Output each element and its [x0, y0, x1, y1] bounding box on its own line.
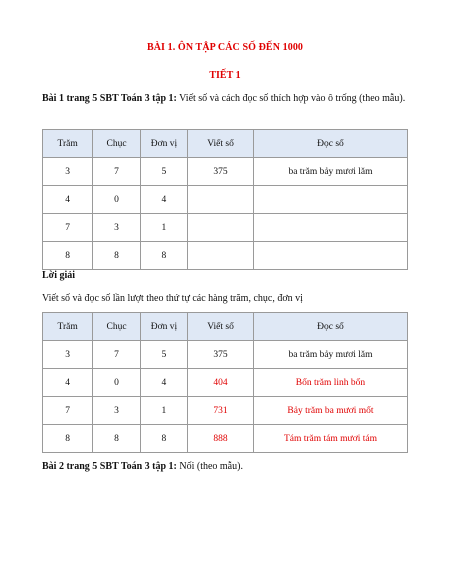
table-row	[43, 369, 408, 397]
header-units: Đơn vị	[140, 313, 187, 341]
table-row	[43, 186, 408, 214]
cell-hundreds: 8	[43, 242, 93, 270]
cell-write-number	[188, 186, 254, 214]
table-row	[43, 425, 408, 453]
solution-heading: Lời giải	[42, 270, 76, 281]
cell-units: 1	[140, 214, 187, 242]
cell-read-number	[253, 186, 407, 214]
table-row	[43, 397, 408, 425]
header-tens: Chục	[93, 130, 140, 158]
header-read-number: Đọc số	[253, 313, 407, 341]
cell-write-number-answer: 404	[188, 369, 254, 397]
cell-tens: 7	[93, 341, 140, 369]
cell-units: 1	[140, 397, 187, 425]
page-title: BÀI 1. ÔN TẬP CÁC SỐ ĐẾN 1000	[146, 42, 304, 53]
cell-units: 8	[140, 425, 187, 453]
table-header-row	[43, 313, 408, 341]
cell-hundreds: 3	[43, 341, 93, 369]
exercise-1-label: Bài 1 trang 5 SBT Toán 3 tập 1:	[42, 93, 177, 104]
cell-tens: 7	[93, 158, 140, 186]
solution-text: Viết số và đọc số lần lượt theo thứ tự các hàng trăm, chục, đơn vị	[42, 293, 303, 304]
cell-read-number: ba trăm bảy mươi lăm	[253, 158, 407, 186]
header-write-number: Viết số	[188, 130, 254, 158]
cell-read-number	[253, 214, 407, 242]
table-header-row	[43, 130, 408, 158]
exercise-2-text: Nối (theo mẫu).	[176, 461, 243, 472]
cell-write-number-answer: 731	[188, 397, 254, 425]
cell-read-number-answer: Bảy trăm ba mươi mốt	[253, 397, 407, 425]
cell-units: 5	[140, 341, 187, 369]
header-hundreds: Trăm	[43, 313, 93, 341]
cell-units: 5	[140, 158, 187, 186]
cell-units: 4	[140, 186, 187, 214]
header-read-number: Đọc số	[253, 130, 407, 158]
cell-tens: 3	[93, 397, 140, 425]
solution-table	[42, 312, 408, 453]
cell-read-number: ba trăm bảy mươi lăm	[253, 341, 407, 369]
cell-read-number-answer: Bốn trăm linh bốn	[253, 369, 407, 397]
header-write-number: Viết số	[188, 313, 254, 341]
cell-hundreds: 7	[43, 397, 93, 425]
cell-units: 4	[140, 369, 187, 397]
cell-write-number: 375	[188, 158, 254, 186]
cell-write-number-answer: 888	[188, 425, 254, 453]
table-row	[43, 158, 408, 186]
exercise-1-prompt	[42, 89, 412, 109]
table-row	[43, 341, 408, 369]
cell-hundreds: 4	[43, 186, 93, 214]
cell-tens: 8	[93, 242, 140, 270]
cell-tens: 3	[93, 214, 140, 242]
header-hundreds: Trăm	[43, 130, 93, 158]
cell-read-number-answer: Tám trăm tám mươi tám	[253, 425, 407, 453]
table-row	[43, 214, 408, 242]
cell-tens: 0	[93, 369, 140, 397]
cell-hundreds: 8	[43, 425, 93, 453]
page-subtitle: TIẾT 1	[209, 70, 241, 81]
cell-hundreds: 7	[43, 214, 93, 242]
solution-heading-line	[42, 266, 412, 286]
cell-write-number: 375	[188, 341, 254, 369]
cell-write-number	[188, 214, 254, 242]
cell-tens: 0	[93, 186, 140, 214]
exercise-table	[42, 129, 408, 270]
exercise-2-prompt	[42, 457, 412, 477]
cell-hundreds: 4	[43, 369, 93, 397]
header-tens: Chục	[93, 313, 140, 341]
exercise-2-label: Bài 2 trang 5 SBT Toán 3 tập 1:	[42, 461, 177, 472]
exercise-1-text: Viết số và cách đọc số thích hợp vào ô trống (theo mẫu).	[176, 93, 406, 104]
header-units: Đơn vị	[140, 130, 187, 158]
cell-units: 8	[140, 242, 187, 270]
cell-tens: 8	[93, 425, 140, 453]
cell-hundreds: 3	[43, 158, 93, 186]
